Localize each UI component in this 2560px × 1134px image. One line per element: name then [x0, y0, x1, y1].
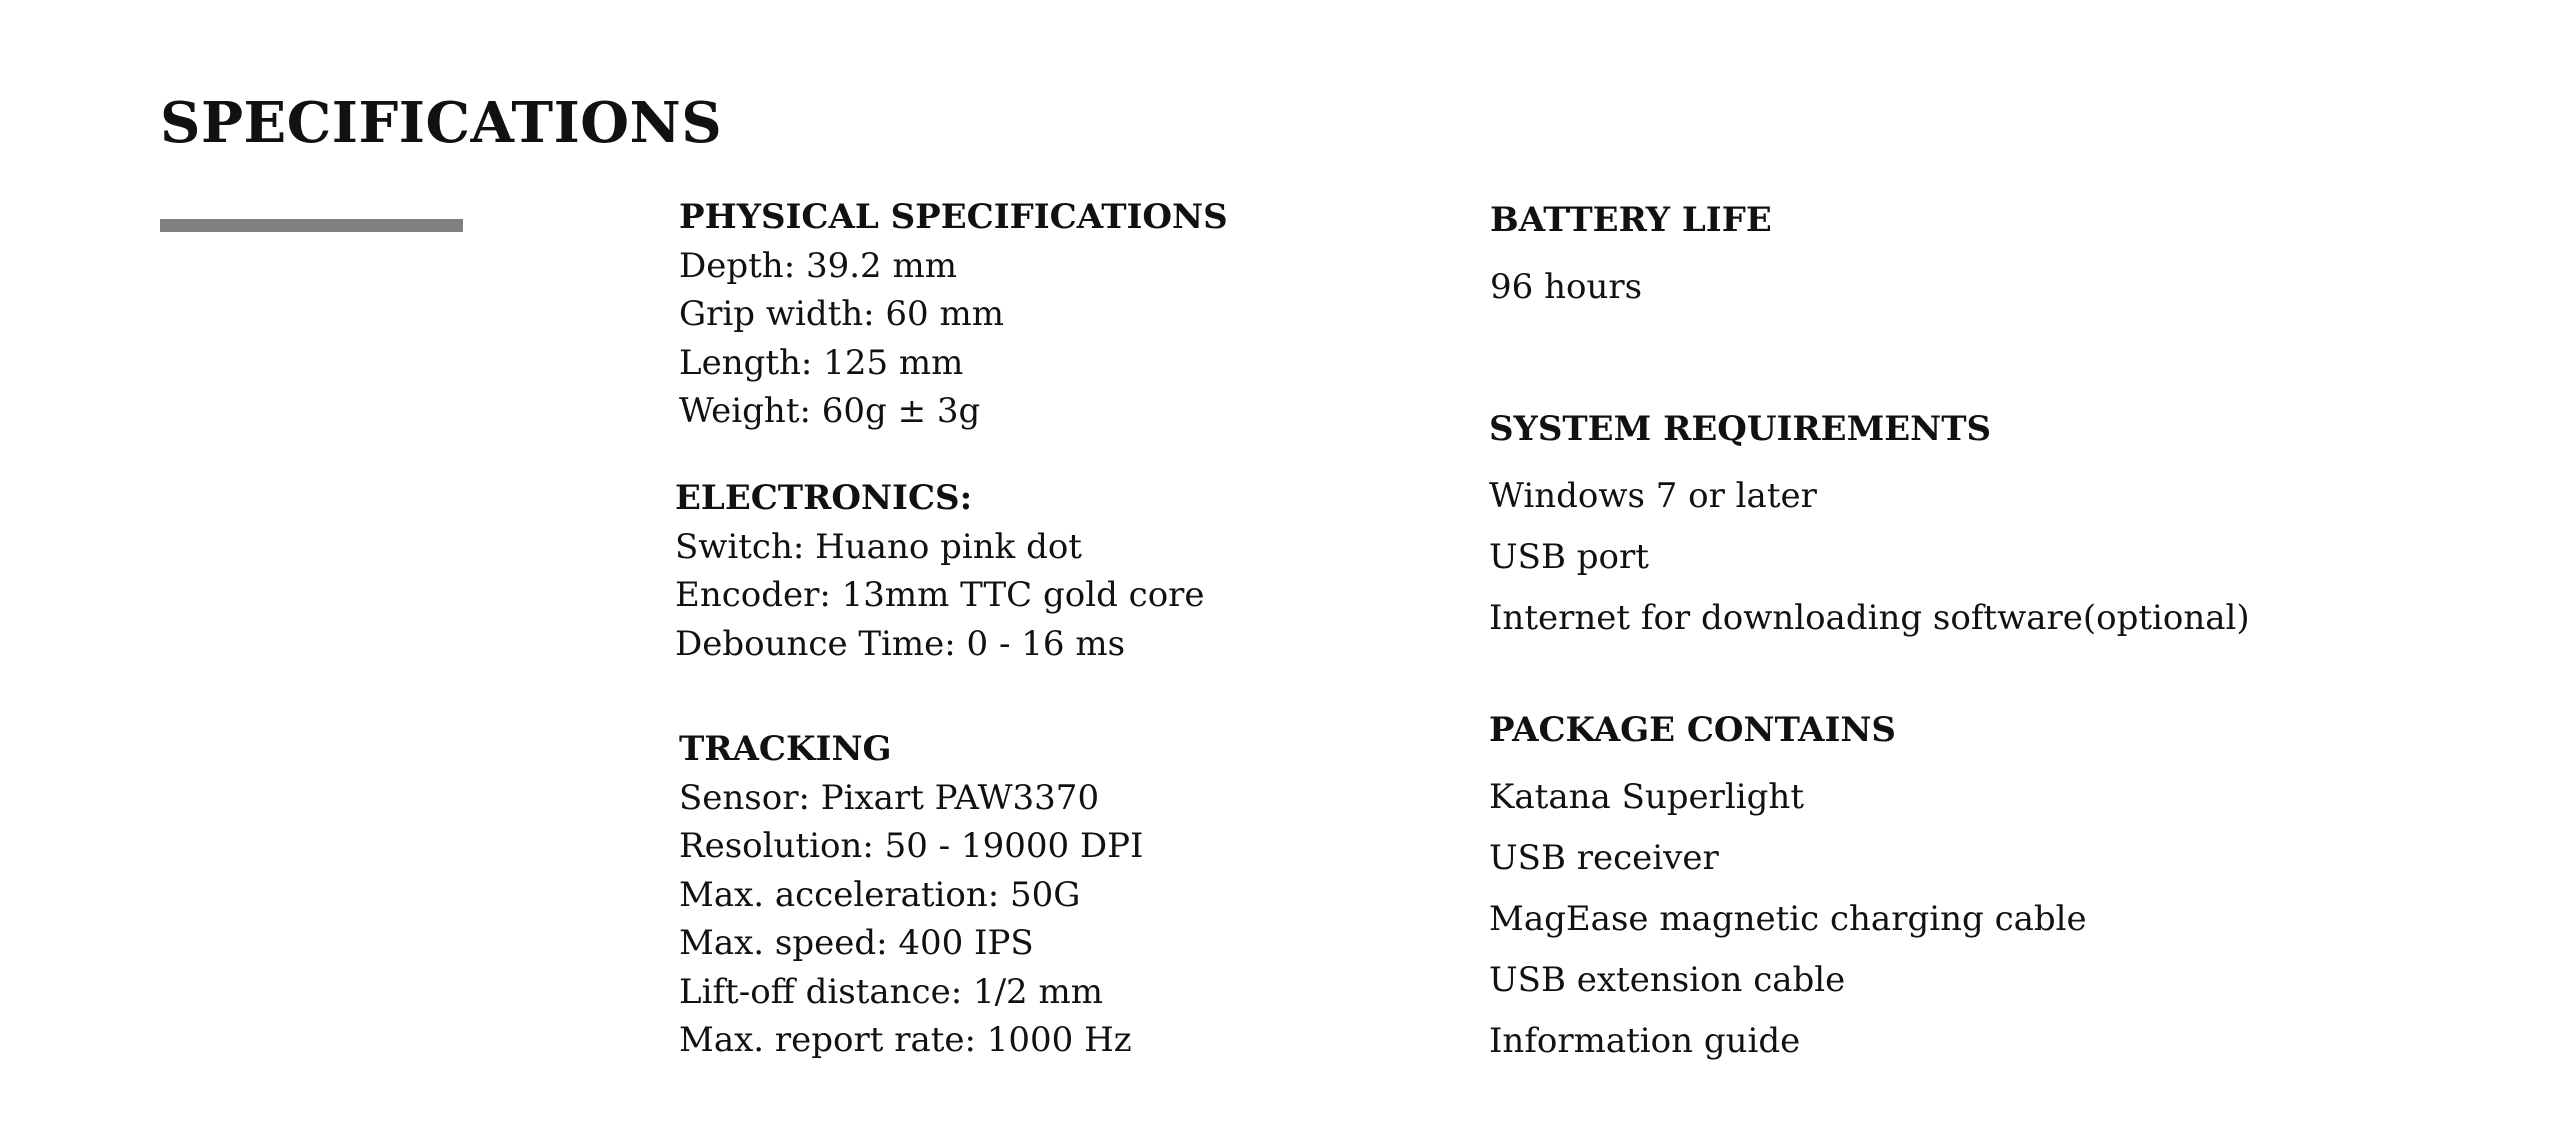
section-heading: TRACKING [679, 729, 892, 769]
package-item: USB extension cable [1489, 960, 1846, 1000]
spec-line: Windows 7 or later [1489, 476, 1817, 516]
tracking-section [679, 725, 1143, 1065]
spec-line: Resolution: 50 - 19000 DPI [679, 826, 1144, 866]
spec-line: 96 hours [1490, 267, 1643, 307]
spec-line: Grip width: 60 mm [679, 294, 1004, 334]
spec-line: Switch: Huano pink dot [675, 526, 1082, 567]
spec-line: Weight: 60g ± 3g [679, 391, 981, 431]
section-heading: SYSTEM REQUIREMENTS [1489, 409, 1992, 449]
section-heading: PACKAGE CONTAINS [1489, 710, 1896, 750]
page-title: SPECIFICATIONS [160, 90, 723, 156]
spec-line: Depth: 39.2 mm [679, 245, 957, 286]
spec-line: Max. speed: 400 IPS [679, 923, 1034, 963]
battery-life-section [1490, 196, 1772, 318]
section-heading: BATTERY LIFE [1490, 200, 1772, 240]
title-underline-bar [160, 219, 463, 232]
spec-line: Debounce Time: 0 - 16 ms [675, 623, 1126, 664]
section-heading: ELECTRONICS: [675, 478, 973, 518]
system-requirements-section [1489, 405, 2250, 649]
package-item: Katana Superlight [1489, 777, 1804, 817]
spec-line: Max. report rate: 1000 Hz [679, 1020, 1132, 1060]
spec-line: Encoder: 13mm TTC gold core [675, 575, 1205, 615]
electronics-section [675, 474, 1205, 668]
spec-line: USB port [1489, 537, 1649, 577]
spec-line: Length: 125 mm [679, 342, 964, 383]
package-item: Information guide [1489, 1021, 1801, 1061]
physical-specifications-section [679, 193, 1228, 436]
spec-line: Sensor: Pixart PAW3370 [679, 777, 1100, 818]
spec-line: Lift-off distance: 1/2 mm [679, 971, 1103, 1012]
package-item: USB receiver [1489, 838, 1719, 878]
spec-line: Max. acceleration: 50G [679, 874, 1081, 915]
spec-line: Internet for downloading software(optional) [1489, 598, 2250, 638]
section-heading: PHYSICAL SPECIFICATIONS [679, 197, 1228, 237]
package-contains-section [1489, 706, 2087, 1072]
package-item: MagEase magnetic charging cable [1489, 899, 2087, 939]
